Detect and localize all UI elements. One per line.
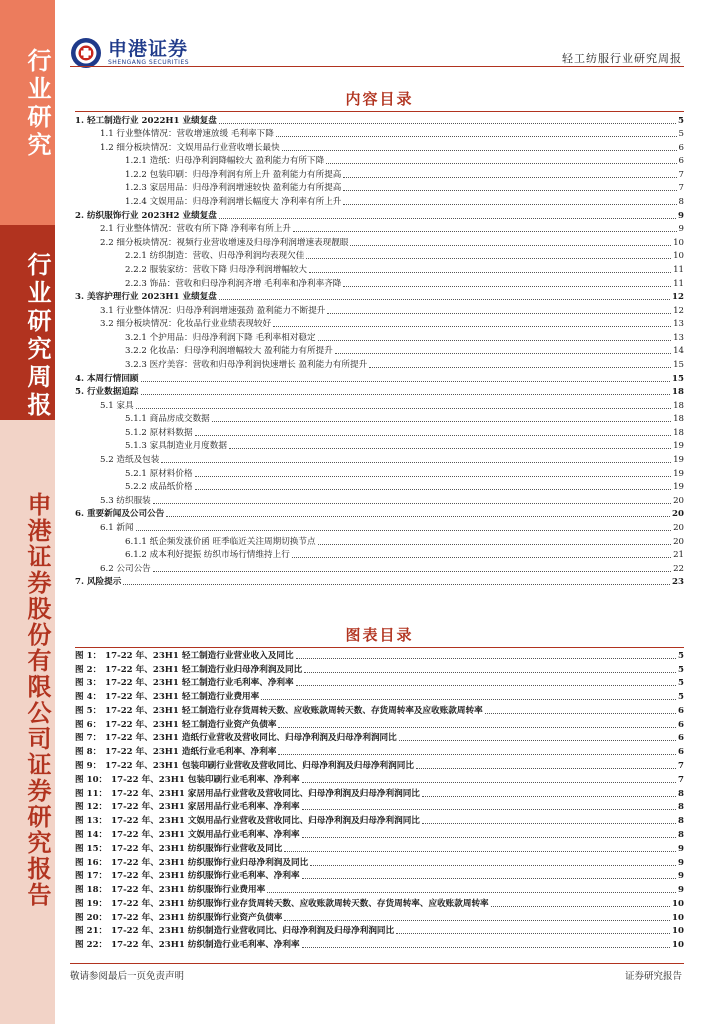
figure-entry[interactable]	[75, 937, 684, 951]
figure-entry-text: 17-22 年、23H1 包装印刷行业营收及营收同比、归母净利润及归母净利润同比	[105, 761, 414, 772]
figure-label: 图 1：	[75, 650, 102, 661]
toc-entry[interactable]	[75, 575, 684, 589]
dot-leader	[327, 313, 671, 314]
toc-entry-page: 12	[673, 305, 684, 316]
figure-entry-text: 17-22 年、23H1 纺织服饰行业营收及同比	[111, 843, 283, 854]
toc-entry-text: 5.2.2 成品纸价格	[125, 482, 193, 493]
toc-entry-text: 5.3 纺织服装	[100, 495, 151, 506]
figure-entry[interactable]	[75, 689, 684, 703]
figure-entry-text: 17-22 年、23H1 纺织服饰行业毛利率、净利率	[111, 871, 300, 882]
dot-leader	[326, 163, 676, 164]
figure-entry[interactable]	[75, 841, 684, 855]
figure-entry[interactable]	[75, 786, 684, 800]
figure-entry[interactable]	[75, 648, 684, 662]
figure-entry-page: 5	[678, 692, 684, 703]
toc-entry-page: 11	[673, 278, 684, 289]
figure-entry[interactable]	[75, 758, 684, 772]
toc-entry[interactable]	[75, 140, 684, 154]
figure-entry-text: 17-22 年、23H1 包装印刷行业毛利率、净利率	[111, 774, 300, 785]
toc-entry[interactable]	[75, 249, 684, 263]
figure-entry-text: 17-22 年、23H1 文娱用品行业营收及营收同比、归母净利润及归母净利润同比	[111, 816, 420, 827]
toc-entry-text: 6.1.2 成本利好提振 纺织市场行情维持上行	[125, 550, 290, 561]
toc-entry[interactable]	[75, 290, 684, 304]
toc-entry-page: 12	[672, 292, 684, 303]
toc-entry-text: 3.1 行业整体情况：归母净利润增速强劲 盈利能力不断提升	[100, 305, 326, 316]
dot-leader	[292, 557, 671, 558]
toc-entry-text: 2.1 行业整体情况：营收有所下降 净利率有所上升	[100, 224, 292, 235]
figure-entry-page: 6	[678, 733, 684, 744]
toc-entry[interactable]	[75, 167, 684, 181]
toc-entry[interactable]	[75, 425, 684, 439]
toc-entry-page: 21	[673, 550, 684, 561]
figure-label: 图 4：	[75, 692, 102, 703]
figure-entry[interactable]	[75, 910, 684, 924]
dot-leader	[485, 713, 676, 714]
toc-entry-page: 7	[678, 169, 684, 180]
dot-leader	[306, 258, 671, 259]
figure-entry-page: 7	[678, 761, 684, 772]
toc-entry-text: 5.2.1 原材料价格	[125, 468, 193, 479]
figure-entry[interactable]	[75, 717, 684, 731]
toc-entry-text: 4. 本周行情回顾	[75, 373, 139, 384]
figure-label: 图 2：	[75, 664, 102, 675]
toc-entry-text: 2. 纺织服饰行业 2023H2 业绩复盘	[75, 210, 217, 221]
figure-label: 图 8：	[75, 747, 102, 758]
toc-entry-page: 23	[672, 577, 684, 588]
figure-entry-text: 17-22 年、23H1 文娱用品行业毛利率、净利率	[111, 829, 300, 840]
toc-entry-page: 18	[673, 400, 684, 411]
figure-entry[interactable]	[75, 855, 684, 869]
dot-leader	[318, 340, 671, 341]
dot-leader	[310, 865, 676, 866]
dot-leader	[335, 353, 671, 354]
figure-entry-page: 9	[678, 885, 684, 896]
dot-leader	[229, 448, 671, 449]
toc-entry[interactable]	[75, 520, 684, 534]
dot-leader	[302, 809, 676, 810]
toc-entry-page: 5	[678, 129, 684, 140]
dot-leader	[302, 947, 670, 948]
figure-entry[interactable]	[75, 869, 684, 883]
dot-leader	[284, 920, 670, 921]
toc-entry-text: 1.2.1 造纸：归母净利润降幅较大 盈利能力有所下降	[125, 156, 325, 167]
dot-leader	[302, 878, 676, 879]
figure-entry-text: 17-22 年、23H1 纺织服饰行业存货周转天数、应收账款周转天数、存货周转率、应收账款周转率	[111, 898, 489, 909]
toc-entry-text: 3.2.2 化妆品：归母净利润增幅较大 盈利能力有所提升	[125, 346, 333, 357]
dot-leader	[166, 516, 670, 517]
sidebar-label-weekly-report: 行业研究周报	[23, 252, 52, 420]
dot-leader	[141, 394, 671, 395]
dot-leader	[273, 326, 671, 327]
toc-entry-page: 19	[673, 441, 684, 452]
dot-leader	[399, 740, 676, 741]
toc-entry-page: 8	[678, 197, 684, 208]
figure-label: 图 9：	[75, 761, 102, 772]
toc-entry-page: 6	[678, 156, 684, 167]
toc-entry[interactable]	[75, 344, 684, 358]
figure-entry-text: 17-22 年、23H1 纺织服饰行业资产负债率	[111, 912, 283, 923]
report-type: 轻工纺服行业研究周报	[562, 52, 682, 65]
toc-entry[interactable]	[75, 398, 684, 412]
figure-entry-page: 8	[678, 788, 684, 799]
toc-entry[interactable]	[75, 439, 684, 453]
toc-entry[interactable]	[75, 181, 684, 195]
figure-entry-text: 17-22 年、23H1 轻工制造行业资产负债率	[105, 719, 277, 730]
dot-leader	[261, 699, 676, 700]
toc-entry[interactable]	[75, 194, 684, 208]
toc-entry[interactable]	[75, 113, 684, 127]
figure-label: 图 6：	[75, 719, 102, 730]
figure-label: 图 16：	[75, 857, 108, 868]
toc-entry-page: 14	[673, 346, 684, 357]
header-divider	[70, 66, 684, 67]
dot-leader	[123, 584, 670, 585]
figure-label: 图 3：	[75, 678, 102, 689]
figure-entry[interactable]	[75, 827, 684, 841]
toc-entry-page: 20	[673, 536, 684, 547]
toc-entry-text: 2.2.1 纺织制造：营收、归母净利润均表现欠佳	[125, 251, 305, 262]
dot-leader	[278, 727, 676, 728]
dot-leader	[153, 571, 671, 572]
figure-label: 图 18：	[75, 885, 108, 896]
toc-entry-page: 18	[673, 414, 684, 425]
toc-entry-text: 2.2.2 服装家纺：营收下降 归母净利润增幅较大	[125, 264, 308, 275]
left-sidebar	[0, 0, 55, 1024]
dot-leader	[304, 672, 676, 673]
figure-entry-text: 17-22 年、23H1 造纸行业营收及营收同比、归母净利润及归母净利润同比	[105, 733, 397, 744]
dot-leader	[302, 837, 676, 838]
toc-entry-page: 11	[673, 264, 684, 275]
toc-entry[interactable]	[75, 222, 684, 236]
toc-entry[interactable]	[75, 561, 684, 575]
toc-entry-text: 2.2 细分板块情况：视频行业营收增速及归母净利润增速表现靓眼	[100, 237, 349, 248]
figure-entry-text: 17-22 年、23H1 轻工制造行业归母净利润及同比	[105, 664, 303, 675]
dot-leader	[141, 381, 671, 382]
dot-leader	[318, 544, 671, 545]
figure-entry-page: 7	[678, 774, 684, 785]
figure-entry-page: 8	[678, 829, 684, 840]
company-logo	[70, 36, 189, 70]
dot-leader	[153, 503, 671, 504]
figure-entry[interactable]	[75, 662, 684, 676]
logo-name-cn: 申港证券	[108, 38, 189, 60]
figure-entry-page: 6	[678, 705, 684, 716]
figure-entry-text: 17-22 年、23H1 家居用品行业营收及营收同比、归母净利润及归母净利润同比	[111, 788, 420, 799]
dot-leader	[195, 489, 671, 490]
toc-entry-page: 6	[678, 142, 684, 153]
figure-entry-text: 17-22 年、23H1 家居用品行业毛利率、净利率	[111, 802, 300, 813]
figure-entry[interactable]	[75, 744, 684, 758]
toc-entry-text: 3.2 细分板块情况：化妆品行业业绩表现较好	[100, 319, 272, 330]
sidebar-label-company: 申港证券股份有限公司证券研究报告	[23, 492, 52, 908]
figure-entry-text: 17-22 年、23H1 纺织制造行业营收同比、归母净利润及归母净利润同比	[111, 926, 395, 937]
figure-label: 图 19：	[75, 898, 108, 909]
figure-label: 图 11：	[75, 788, 108, 799]
toc-entry-page: 10	[673, 251, 684, 262]
figure-entry[interactable]	[75, 924, 684, 938]
dot-leader	[350, 245, 671, 246]
toc-entry-text: 1.1 行业整体情况：营收增速放缓 毛利率下降	[100, 129, 274, 140]
figure-entry[interactable]	[75, 772, 684, 786]
toc-entry-page: 18	[673, 427, 684, 438]
toc-entry-text: 3. 美容护理行业 2023H1 业绩复盘	[75, 292, 217, 303]
toc-entry-text: 6.2 公司公告	[100, 563, 151, 574]
logo-mark-icon	[70, 37, 102, 69]
figure-entry-text: 17-22 年、23H1 轻工制造行业存货周转天数、应收账款周转天数、存货周转率及应收账款周转率	[105, 705, 483, 716]
dot-leader	[422, 823, 676, 824]
dot-leader	[267, 892, 676, 893]
figure-entry-page: 10	[672, 898, 684, 909]
toc-entry-page: 20	[673, 495, 684, 506]
toc-entry[interactable]	[75, 507, 684, 521]
toc-entry-text: 6.1 新闻	[100, 522, 134, 533]
dot-leader	[212, 421, 671, 422]
toc-entry[interactable]	[75, 480, 684, 494]
figure-label: 图 7：	[75, 733, 102, 744]
toc-entry-page: 19	[673, 455, 684, 466]
dot-leader	[416, 768, 676, 769]
figure-entry[interactable]	[75, 813, 684, 827]
dot-leader	[343, 190, 676, 191]
figure-label: 图 15：	[75, 843, 108, 854]
dot-leader	[219, 299, 670, 300]
figure-entry-page: 6	[678, 719, 684, 730]
toc-entry-text: 1.2.4 文娱用品：归母净利润增长幅度大 净利率有所上升	[125, 197, 342, 208]
toc-entry[interactable]	[75, 262, 684, 276]
figure-entry-page: 5	[678, 650, 684, 661]
toc-entry-text: 1.2.3 家居用品：归母净利润增速较快 盈利能力有所提高	[125, 183, 342, 194]
figure-entry-page: 5	[678, 678, 684, 689]
footer-disclaimer: 敬请参阅最后一页免责声明	[70, 971, 185, 982]
figures-title: 图表目录	[345, 626, 414, 644]
toc-list	[75, 113, 684, 588]
dot-leader	[343, 177, 676, 178]
dot-leader	[491, 906, 670, 907]
toc-entry[interactable]	[75, 276, 684, 290]
toc-entry-page: 15	[673, 359, 684, 370]
dot-leader	[422, 796, 676, 797]
dot-leader	[396, 933, 670, 934]
figure-entry-text: 17-22 年、23H1 轻工制造行业营业收入及同比	[105, 650, 294, 661]
figure-label: 图 13：	[75, 816, 108, 827]
figure-label: 图 10：	[75, 774, 108, 785]
toc-entry-text: 7. 风险提示	[75, 577, 122, 588]
toc-entry-page: 9	[678, 224, 684, 235]
toc-entry-page: 13	[673, 319, 684, 330]
toc-entry-page: 18	[672, 387, 684, 398]
toc-entry-page: 19	[673, 468, 684, 479]
dot-leader	[136, 408, 671, 409]
figure-entry[interactable]	[75, 800, 684, 814]
dot-leader	[302, 782, 676, 783]
figure-entry-page: 8	[678, 802, 684, 813]
dot-leader	[278, 754, 676, 755]
toc-entry-page: 13	[673, 332, 684, 343]
figure-label: 图 17：	[75, 871, 108, 882]
figure-entry[interactable]	[75, 882, 684, 896]
toc-entry[interactable]	[75, 127, 684, 141]
toc-title-divider	[75, 111, 684, 112]
dot-leader	[296, 685, 676, 686]
dot-leader	[369, 367, 671, 368]
figure-label: 图 21：	[75, 926, 108, 937]
figure-entry[interactable]	[75, 731, 684, 745]
figure-entry[interactable]	[75, 703, 684, 717]
figure-entry[interactable]	[75, 896, 684, 910]
toc-title: 内容目录	[345, 90, 414, 108]
toc-entry-page: 20	[673, 522, 684, 533]
figure-entry-text: 17-22 年、23H1 造纸行业毛利率、净利率	[105, 747, 277, 758]
toc-entry[interactable]	[75, 548, 684, 562]
dot-leader	[296, 658, 676, 659]
toc-entry-page: 19	[673, 482, 684, 493]
logo-name-en: SHENGANG SECURITIES	[108, 59, 190, 66]
toc-entry[interactable]	[75, 466, 684, 480]
figure-entry[interactable]	[75, 676, 684, 690]
dot-leader	[276, 136, 677, 137]
figure-label: 图 5：	[75, 705, 102, 716]
footer-doc-type: 证券研究报告	[624, 971, 682, 982]
figure-entry-text: 17-22 年、23H1 纺织制造行业毛利率、净利率	[111, 940, 300, 951]
toc-entry-text: 1. 轻工制造行业 2022H1 业绩复盘	[75, 115, 217, 126]
toc-entry-text: 1.2 细分板块情况：文娱用品行业营收增长最快	[100, 142, 280, 153]
toc-entry[interactable]	[75, 371, 684, 385]
toc-entry-page: 7	[678, 183, 684, 194]
figure-entry-page: 10	[672, 912, 684, 923]
dot-leader	[284, 851, 676, 852]
figure-entry-page: 8	[678, 816, 684, 827]
figure-label: 图 12：	[75, 802, 108, 813]
toc-entry-text: 5.1 家具	[100, 400, 134, 411]
toc-entry[interactable]	[75, 330, 684, 344]
sidebar-label-industry-research: 行业研究	[23, 48, 52, 160]
figure-entry-page: 10	[672, 926, 684, 937]
dot-leader	[343, 286, 671, 287]
dot-leader	[195, 435, 671, 436]
toc-entry-page: 15	[672, 373, 684, 384]
dot-leader	[282, 150, 677, 151]
toc-entry-page: 22	[673, 563, 684, 574]
figure-label: 图 22：	[75, 940, 108, 951]
dot-leader	[343, 204, 676, 205]
toc-entry-text: 5.1.2 原材料数据	[125, 427, 193, 438]
dot-leader	[195, 476, 671, 477]
toc-entry-text: 5. 行业数据追踪	[75, 387, 139, 398]
dot-leader	[219, 123, 676, 124]
toc-entry-text: 5.2 造纸及包装	[100, 455, 160, 466]
dot-leader	[309, 272, 671, 273]
dot-leader	[219, 218, 676, 219]
toc-entry[interactable]	[75, 357, 684, 371]
figure-label: 图 20：	[75, 912, 108, 923]
toc-entry-text: 2.2.3 饰品：营收和归母净利润齐增 毛利率和净利率齐降	[125, 278, 342, 289]
toc-entry[interactable]	[75, 154, 684, 168]
dot-leader	[161, 462, 671, 463]
figure-entry-text: 17-22 年、23H1 轻工制造行业费用率	[105, 692, 260, 703]
toc-entry-text: 6.1.1 纸企频发涨价函 旺季临近关注周期切换节点	[125, 536, 316, 547]
figure-entry-page: 6	[678, 747, 684, 758]
toc-entry[interactable]	[75, 493, 684, 507]
footer-divider	[70, 963, 684, 964]
toc-entry[interactable]	[75, 317, 684, 331]
toc-entry-text: 1.2.2 包装印刷：归母净利润有所上升 盈利能力有所提高	[125, 169, 342, 180]
dot-leader	[293, 231, 677, 232]
toc-entry[interactable]	[75, 385, 684, 399]
toc-entry[interactable]	[75, 534, 684, 548]
toc-entry-text: 5.1.1 商品房成交数据	[125, 414, 210, 425]
figures-list	[75, 648, 684, 951]
figure-entry-page: 10	[672, 940, 684, 951]
toc-entry-page: 20	[672, 509, 684, 520]
toc-entry-text: 3.2.3 医疗美容：营收和归母净利润快速增长 盈利能力有所提升	[125, 359, 368, 370]
figure-entry-text: 17-22 年、23H1 纺织服饰行业归母净利润及同比	[111, 857, 309, 868]
toc-entry[interactable]	[75, 208, 684, 222]
toc-entry-text: 5.1.3 家具制造业月度数据	[125, 441, 227, 452]
toc-entry-text: 3.2.1 个护用品：归母净利润下降 毛利率相对稳定	[125, 332, 316, 343]
figure-label: 图 14：	[75, 829, 108, 840]
toc-entry-page: 9	[678, 210, 684, 221]
toc-entry[interactable]	[75, 235, 684, 249]
toc-entry-page: 5	[678, 115, 684, 126]
figure-entry-page: 9	[678, 857, 684, 868]
toc-entry[interactable]	[75, 412, 684, 426]
figure-entry-text: 17-22 年、23H1 轻工制造行业毛利率、净利率	[105, 678, 294, 689]
figure-entry-page: 9	[678, 843, 684, 854]
toc-entry-page: 10	[673, 237, 684, 248]
toc-entry[interactable]	[75, 452, 684, 466]
figure-entry-page: 9	[678, 871, 684, 882]
toc-entry-text: 6. 重要新闻及公司公告	[75, 509, 165, 520]
toc-entry[interactable]	[75, 303, 684, 317]
figure-entry-text: 17-22 年、23H1 纺织服饰行业费用率	[111, 885, 266, 896]
figure-entry-page: 5	[678, 664, 684, 675]
dot-leader	[136, 530, 671, 531]
